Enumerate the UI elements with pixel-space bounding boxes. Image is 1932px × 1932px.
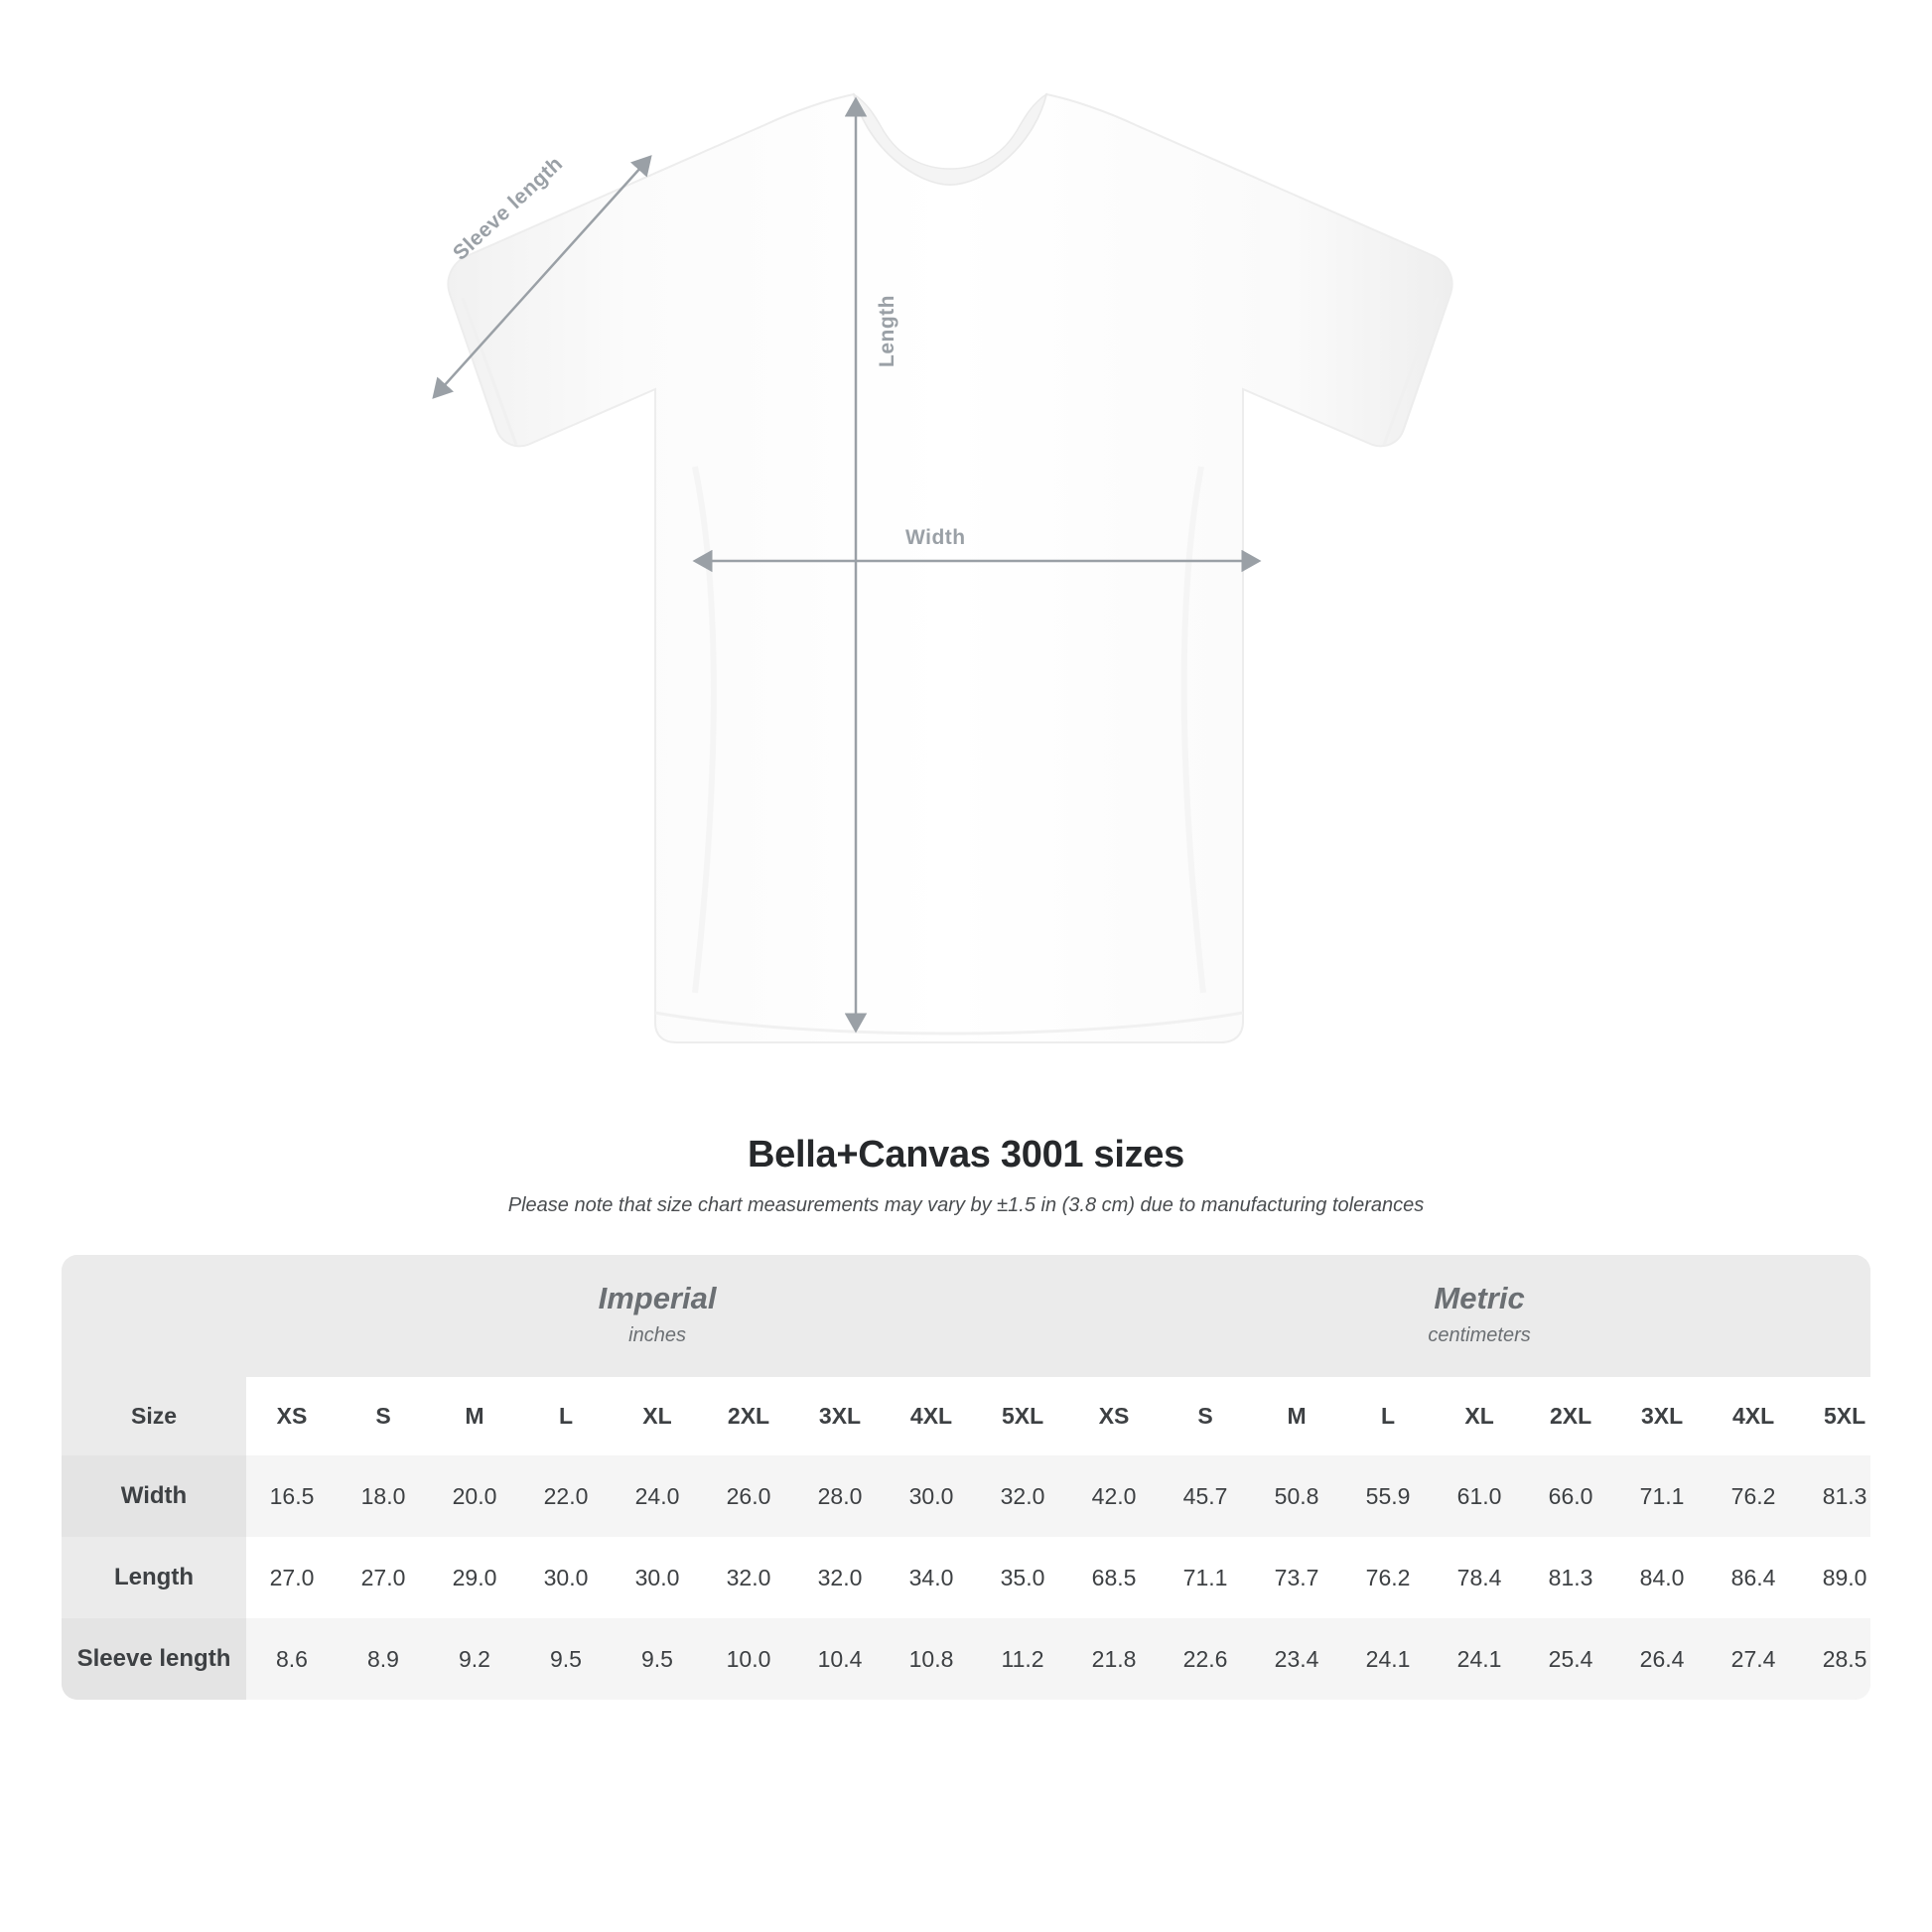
cell-sleeve-metric-4xl: 27.4	[1708, 1618, 1799, 1700]
size-header-imperial-xl: XL	[612, 1377, 703, 1455]
cell-length-metric-5xl: 89.0	[1799, 1537, 1870, 1618]
shirt-shape	[448, 94, 1451, 1042]
cell-length-imperial-5xl: 35.0	[977, 1537, 1068, 1618]
cell-width-metric-2xl: 66.0	[1525, 1455, 1616, 1537]
size-header-imperial-5xl: 5XL	[977, 1377, 1068, 1455]
cell-length-metric-m: 73.7	[1251, 1537, 1342, 1618]
cell-length-imperial-xs: 27.0	[246, 1537, 338, 1618]
size-header-imperial-3xl: 3XL	[794, 1377, 886, 1455]
length-label: Length	[876, 295, 898, 367]
row-label-sleeve-length: Sleeve length	[62, 1618, 246, 1700]
unit-imperial-sub: inches	[628, 1324, 686, 1346]
cell-sleeve-imperial-xl: 9.5	[612, 1618, 703, 1700]
table-row	[62, 1455, 1870, 1537]
size-header-metric-2xl: 2XL	[1525, 1377, 1616, 1455]
cell-sleeve-metric-xl: 24.1	[1434, 1618, 1525, 1700]
unit-imperial	[246, 1255, 1068, 1377]
cell-length-imperial-m: 29.0	[429, 1537, 520, 1618]
cell-length-metric-l: 76.2	[1342, 1537, 1434, 1618]
size-table	[62, 1255, 1870, 1700]
table-row	[62, 1537, 1870, 1618]
cell-sleeve-metric-s: 22.6	[1160, 1618, 1251, 1700]
cell-length-imperial-l: 30.0	[520, 1537, 612, 1618]
width-label: Width	[905, 526, 966, 549]
size-header-row	[62, 1377, 1870, 1455]
size-header-metric-m: M	[1251, 1377, 1342, 1455]
cell-width-imperial-l: 22.0	[520, 1455, 612, 1537]
cell-width-metric-xs: 42.0	[1068, 1455, 1160, 1537]
tolerance-note: Please note that size chart measurements may vary by ±1.5 in (3.8 cm) due to manufacturing tolerances	[507, 1194, 1425, 1216]
cell-width-metric-s: 45.7	[1160, 1455, 1251, 1537]
cell-length-imperial-xl: 30.0	[612, 1537, 703, 1618]
sleeve-length-label: Sleeve length	[449, 152, 568, 265]
cell-sleeve-imperial-2xl: 10.0	[703, 1618, 794, 1700]
cell-length-imperial-s: 27.0	[338, 1537, 429, 1618]
size-header-metric-xs: XS	[1068, 1377, 1160, 1455]
cell-sleeve-imperial-m: 9.2	[429, 1618, 520, 1700]
row-label-width: Width	[62, 1455, 246, 1537]
cell-sleeve-imperial-xs: 8.6	[246, 1618, 338, 1700]
cell-width-imperial-s: 18.0	[338, 1455, 429, 1537]
cell-length-metric-xs: 68.5	[1068, 1537, 1160, 1618]
cell-length-metric-4xl: 86.4	[1708, 1537, 1799, 1618]
cell-width-metric-5xl: 81.3	[1799, 1455, 1870, 1537]
cell-length-imperial-2xl: 32.0	[703, 1537, 794, 1618]
title-block	[0, 1134, 1932, 1217]
size-header-imperial-m: M	[429, 1377, 520, 1455]
page-title: Bella+Canvas 3001 sizes	[748, 1134, 1184, 1175]
cell-sleeve-imperial-l: 9.5	[520, 1618, 612, 1700]
cell-sleeve-metric-xs: 21.8	[1068, 1618, 1160, 1700]
cell-width-metric-xl: 61.0	[1434, 1455, 1525, 1537]
cell-length-imperial-4xl: 34.0	[886, 1537, 977, 1618]
unit-header-row	[62, 1255, 1870, 1377]
size-header-imperial-l: L	[520, 1377, 612, 1455]
cell-sleeve-metric-m: 23.4	[1251, 1618, 1342, 1700]
cell-sleeve-metric-l: 24.1	[1342, 1618, 1434, 1700]
table-row	[62, 1618, 1870, 1700]
cell-width-imperial-5xl: 32.0	[977, 1455, 1068, 1537]
size-header-label: Size	[62, 1377, 246, 1455]
unit-spacer	[62, 1255, 246, 1377]
cell-sleeve-metric-5xl: 28.5	[1799, 1618, 1870, 1700]
size-header-metric-s: S	[1160, 1377, 1251, 1455]
size-header-imperial-s: S	[338, 1377, 429, 1455]
size-header-metric-4xl: 4XL	[1708, 1377, 1799, 1455]
unit-metric-name: Metric	[1434, 1281, 1525, 1315]
cell-sleeve-imperial-5xl: 11.2	[977, 1618, 1068, 1700]
cell-width-metric-l: 55.9	[1342, 1455, 1434, 1537]
cell-length-imperial-3xl: 32.0	[794, 1537, 886, 1618]
cell-sleeve-imperial-s: 8.9	[338, 1618, 429, 1700]
cell-sleeve-imperial-4xl: 10.8	[886, 1618, 977, 1700]
cell-width-metric-4xl: 76.2	[1708, 1455, 1799, 1537]
unit-imperial-name: Imperial	[598, 1281, 717, 1315]
cell-length-metric-xl: 78.4	[1434, 1537, 1525, 1618]
unit-metric	[1068, 1255, 1870, 1377]
size-header-metric-xl: XL	[1434, 1377, 1525, 1455]
cell-width-imperial-4xl: 30.0	[886, 1455, 977, 1537]
size-header-metric-l: L	[1342, 1377, 1434, 1455]
unit-metric-sub: centimeters	[1428, 1324, 1531, 1346]
cell-width-metric-3xl: 71.1	[1616, 1455, 1708, 1537]
size-table-container	[62, 1255, 1870, 1700]
cell-width-imperial-m: 20.0	[429, 1455, 520, 1537]
cell-length-metric-2xl: 81.3	[1525, 1537, 1616, 1618]
cell-sleeve-metric-3xl: 26.4	[1616, 1618, 1708, 1700]
cell-sleeve-metric-2xl: 25.4	[1525, 1618, 1616, 1700]
size-header-imperial-xs: XS	[246, 1377, 338, 1455]
cell-width-imperial-3xl: 28.0	[794, 1455, 886, 1537]
cell-sleeve-imperial-3xl: 10.4	[794, 1618, 886, 1700]
size-header-imperial-4xl: 4XL	[886, 1377, 977, 1455]
size-header-metric-5xl: 5XL	[1799, 1377, 1870, 1455]
size-header-imperial-2xl: 2XL	[703, 1377, 794, 1455]
row-label-length: Length	[62, 1537, 246, 1618]
cell-width-imperial-xs: 16.5	[246, 1455, 338, 1537]
cell-width-imperial-2xl: 26.0	[703, 1455, 794, 1537]
cell-width-imperial-xl: 24.0	[612, 1455, 703, 1537]
size-header-metric-3xl: 3XL	[1616, 1377, 1708, 1455]
cell-width-metric-m: 50.8	[1251, 1455, 1342, 1537]
cell-length-metric-s: 71.1	[1160, 1537, 1251, 1618]
cell-length-metric-3xl: 84.0	[1616, 1537, 1708, 1618]
